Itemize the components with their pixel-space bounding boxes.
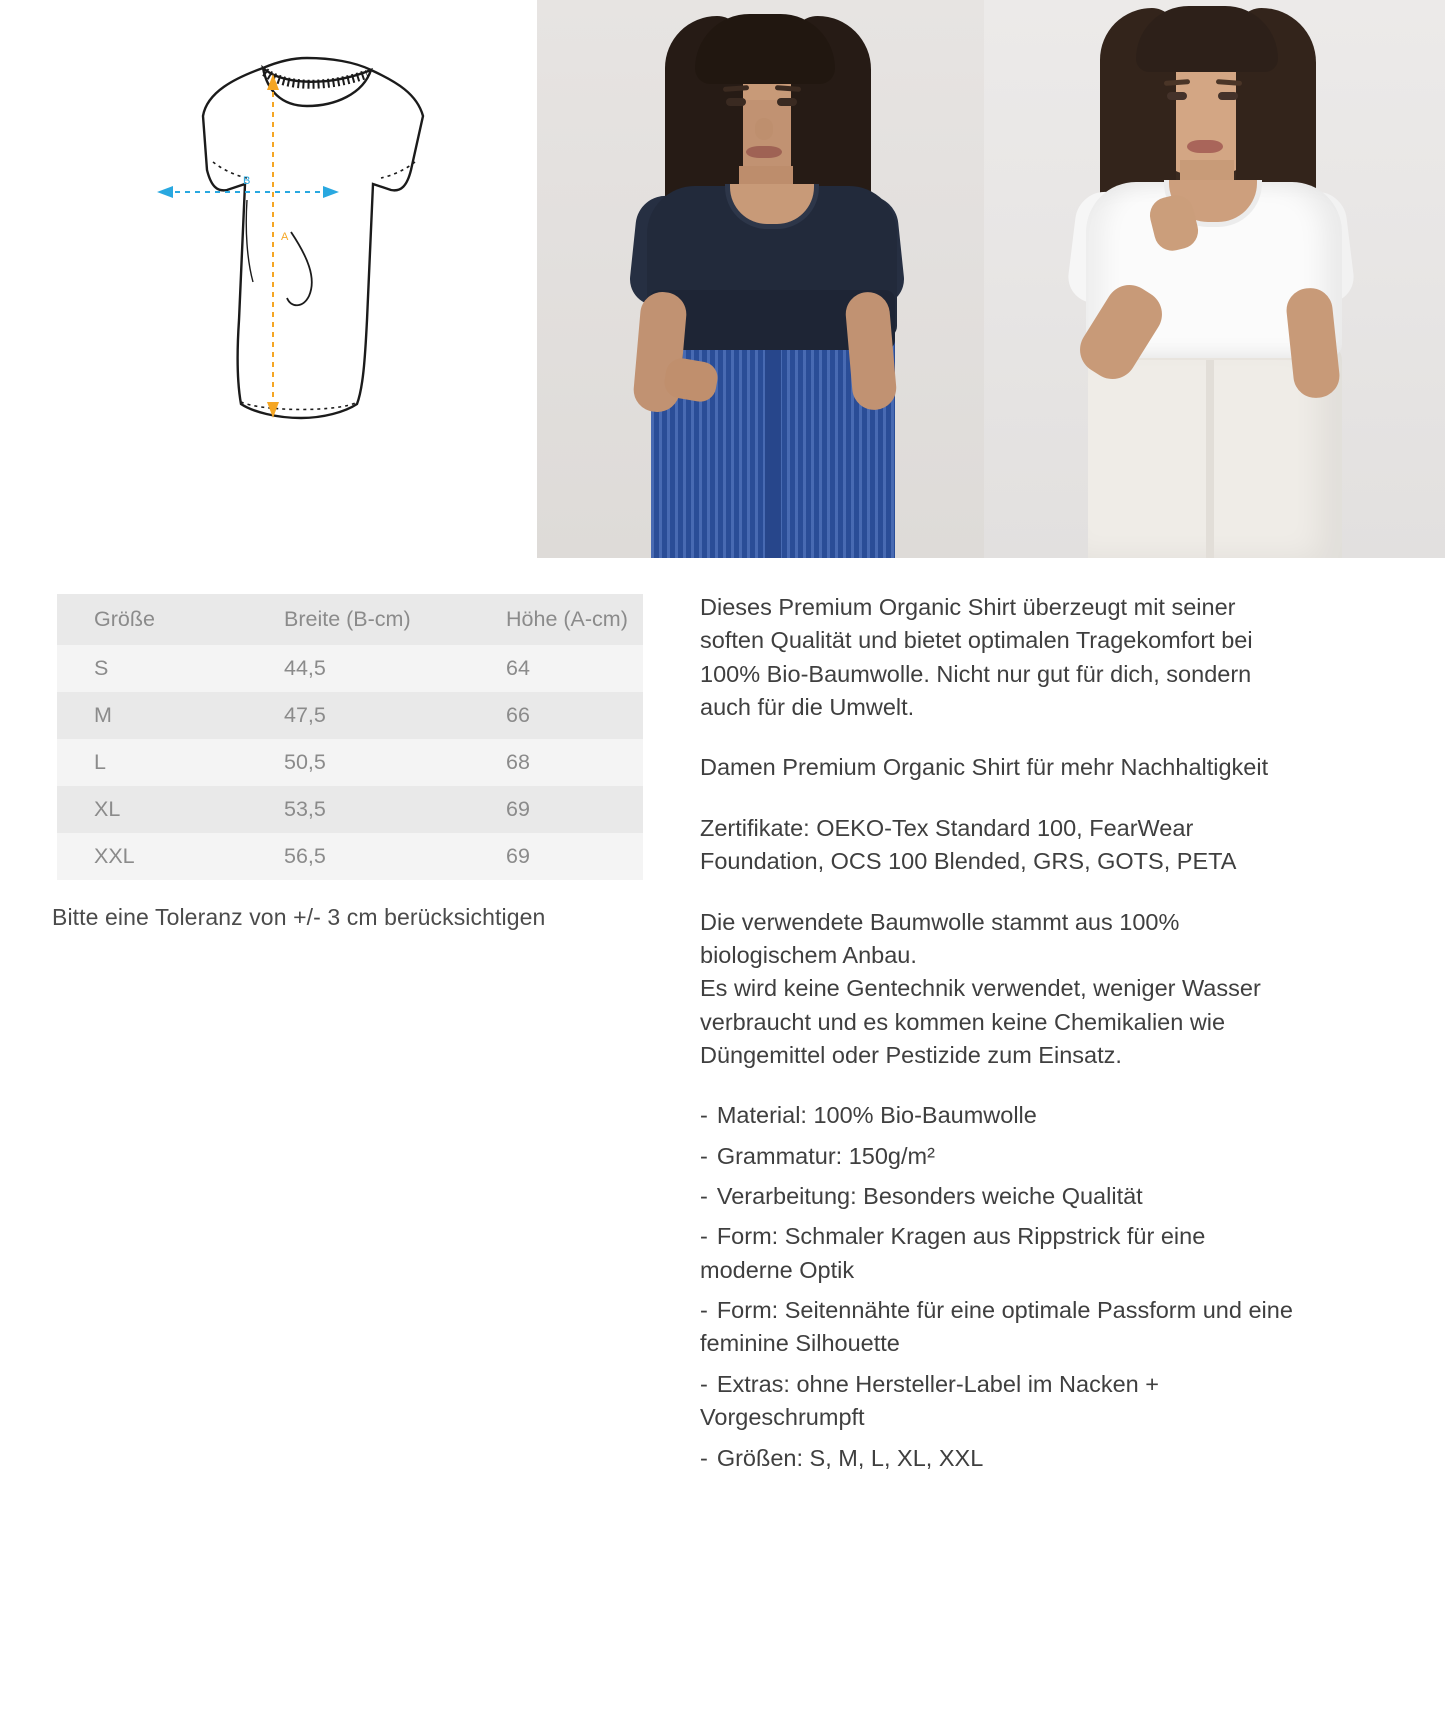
model-jeans-center-seam — [765, 330, 781, 558]
cell-size: XL — [57, 786, 247, 833]
spec-text: Grammatur: 150g/m² — [716, 1142, 935, 1169]
description-certificates: Zertifikate: OEKO-Tex Standard 100, FearWear Foundation, OCS 100 Blended, GRS, GOTS, PETA — [700, 814, 1237, 875]
description-text — [700, 591, 1300, 1072]
bullet-dash: - — [700, 1444, 708, 1471]
cell-width: 53,5 — [247, 786, 469, 833]
bullet-dash: - — [700, 1370, 708, 1397]
cell-width: 44,5 — [247, 645, 469, 692]
spec-text: Material: 100% Bio-Baumwolle — [716, 1102, 1037, 1129]
tshirt-schematic-svg — [95, 20, 435, 440]
product-photo-navy — [537, 0, 984, 558]
table-row — [57, 645, 643, 692]
list-item — [700, 1099, 1300, 1132]
model-eye-left — [726, 98, 746, 106]
cell-height: 64 — [469, 645, 643, 692]
spec-text: Extras: ohne Hersteller-Label im Nacken + Vorgeschrumpft — [700, 1370, 1159, 1431]
model-eye-right — [1218, 92, 1238, 100]
cell-size: XXL — [57, 833, 247, 880]
description-cotton-process: Es wird keine Gentechnik verwendet, weniger Wasser verbraucht und es kommen keine Chemikalien wie Düngemittel oder Pestizide zum Einsatz. — [700, 975, 1261, 1068]
cell-size: S — [57, 645, 247, 692]
table-row — [57, 833, 643, 880]
spec-list — [700, 1099, 1300, 1475]
list-item — [700, 1220, 1300, 1287]
model-hair-top — [695, 14, 835, 84]
cell-height: 69 — [469, 786, 643, 833]
bullet-dash: - — [700, 1183, 708, 1210]
list-item — [700, 1180, 1300, 1213]
model-eye-left — [1167, 92, 1187, 100]
product-photo-white — [984, 0, 1445, 558]
cell-height: 66 — [469, 692, 643, 739]
size-table — [57, 594, 643, 880]
description-column — [700, 558, 1445, 1482]
height-label: A — [281, 231, 289, 243]
width-arrow-left — [157, 186, 173, 198]
size-table-header-row — [57, 594, 643, 645]
cell-height: 68 — [469, 739, 643, 786]
description-subtitle: Damen Premium Organic Shirt für mehr Nachhaltigkeit — [700, 754, 1269, 781]
cell-size: M — [57, 692, 247, 739]
cell-width: 47,5 — [247, 692, 469, 739]
bullet-dash: - — [700, 1142, 708, 1169]
cell-size: L — [57, 739, 247, 786]
width-label: B — [243, 175, 251, 187]
table-row — [57, 692, 643, 739]
size-table-column — [0, 558, 700, 1482]
tolerance-note: Bitte eine Toleranz von +/- 3 cm berücksichtigen — [52, 904, 546, 930]
model-hair-top — [1136, 6, 1278, 72]
bullet-dash: - — [700, 1297, 708, 1324]
model-nose — [755, 118, 773, 140]
model-trousers-seam — [1206, 352, 1214, 558]
table-row — [57, 786, 643, 833]
description-cotton-origin: Die verwendete Baumwolle stammt aus 100% biologischem Anbau. — [700, 908, 1180, 968]
spec-text: Größen: S, M, L, XL, XXL — [716, 1444, 984, 1471]
model-lips — [746, 146, 782, 158]
product-details — [0, 558, 1445, 1482]
list-item — [700, 1294, 1300, 1361]
cell-width: 50,5 — [247, 739, 469, 786]
spec-text: Form: Schmaler Kragen aus Rippstrick für eine moderne Optik — [700, 1223, 1206, 1283]
model-eye-right — [777, 98, 797, 106]
shirt-body-outline — [203, 58, 423, 418]
cell-width: 56,5 — [247, 833, 469, 880]
table-row — [57, 739, 643, 786]
size-table-header-height: Höhe (A-cm) — [469, 594, 643, 645]
bullet-dash: - — [700, 1102, 708, 1129]
spec-text: Form: Seitennähte für eine optimale Passform und eine feminine Silhouette — [700, 1297, 1293, 1357]
technical-drawing — [0, 0, 537, 558]
product-image-strip — [0, 0, 1445, 558]
bullet-dash: - — [700, 1223, 708, 1250]
cell-height: 69 — [469, 833, 643, 880]
spec-text: Verarbeitung: Besonders weiche Qualität — [716, 1183, 1143, 1210]
model-lips — [1187, 140, 1223, 153]
size-table-header-width: Breite (B-cm) — [247, 594, 469, 645]
list-item — [700, 1442, 1300, 1475]
description-intro: Dieses Premium Organic Shirt überzeugt mit seiner soften Qualität und bietet optimalen Tragekomfort bei 100% Bio-Baumwolle. Nicht nur gut für dich, sondern auch für die Umwelt. — [700, 594, 1253, 721]
size-table-header-size: Größe — [57, 594, 247, 645]
list-item — [700, 1368, 1300, 1435]
list-item — [700, 1140, 1300, 1173]
